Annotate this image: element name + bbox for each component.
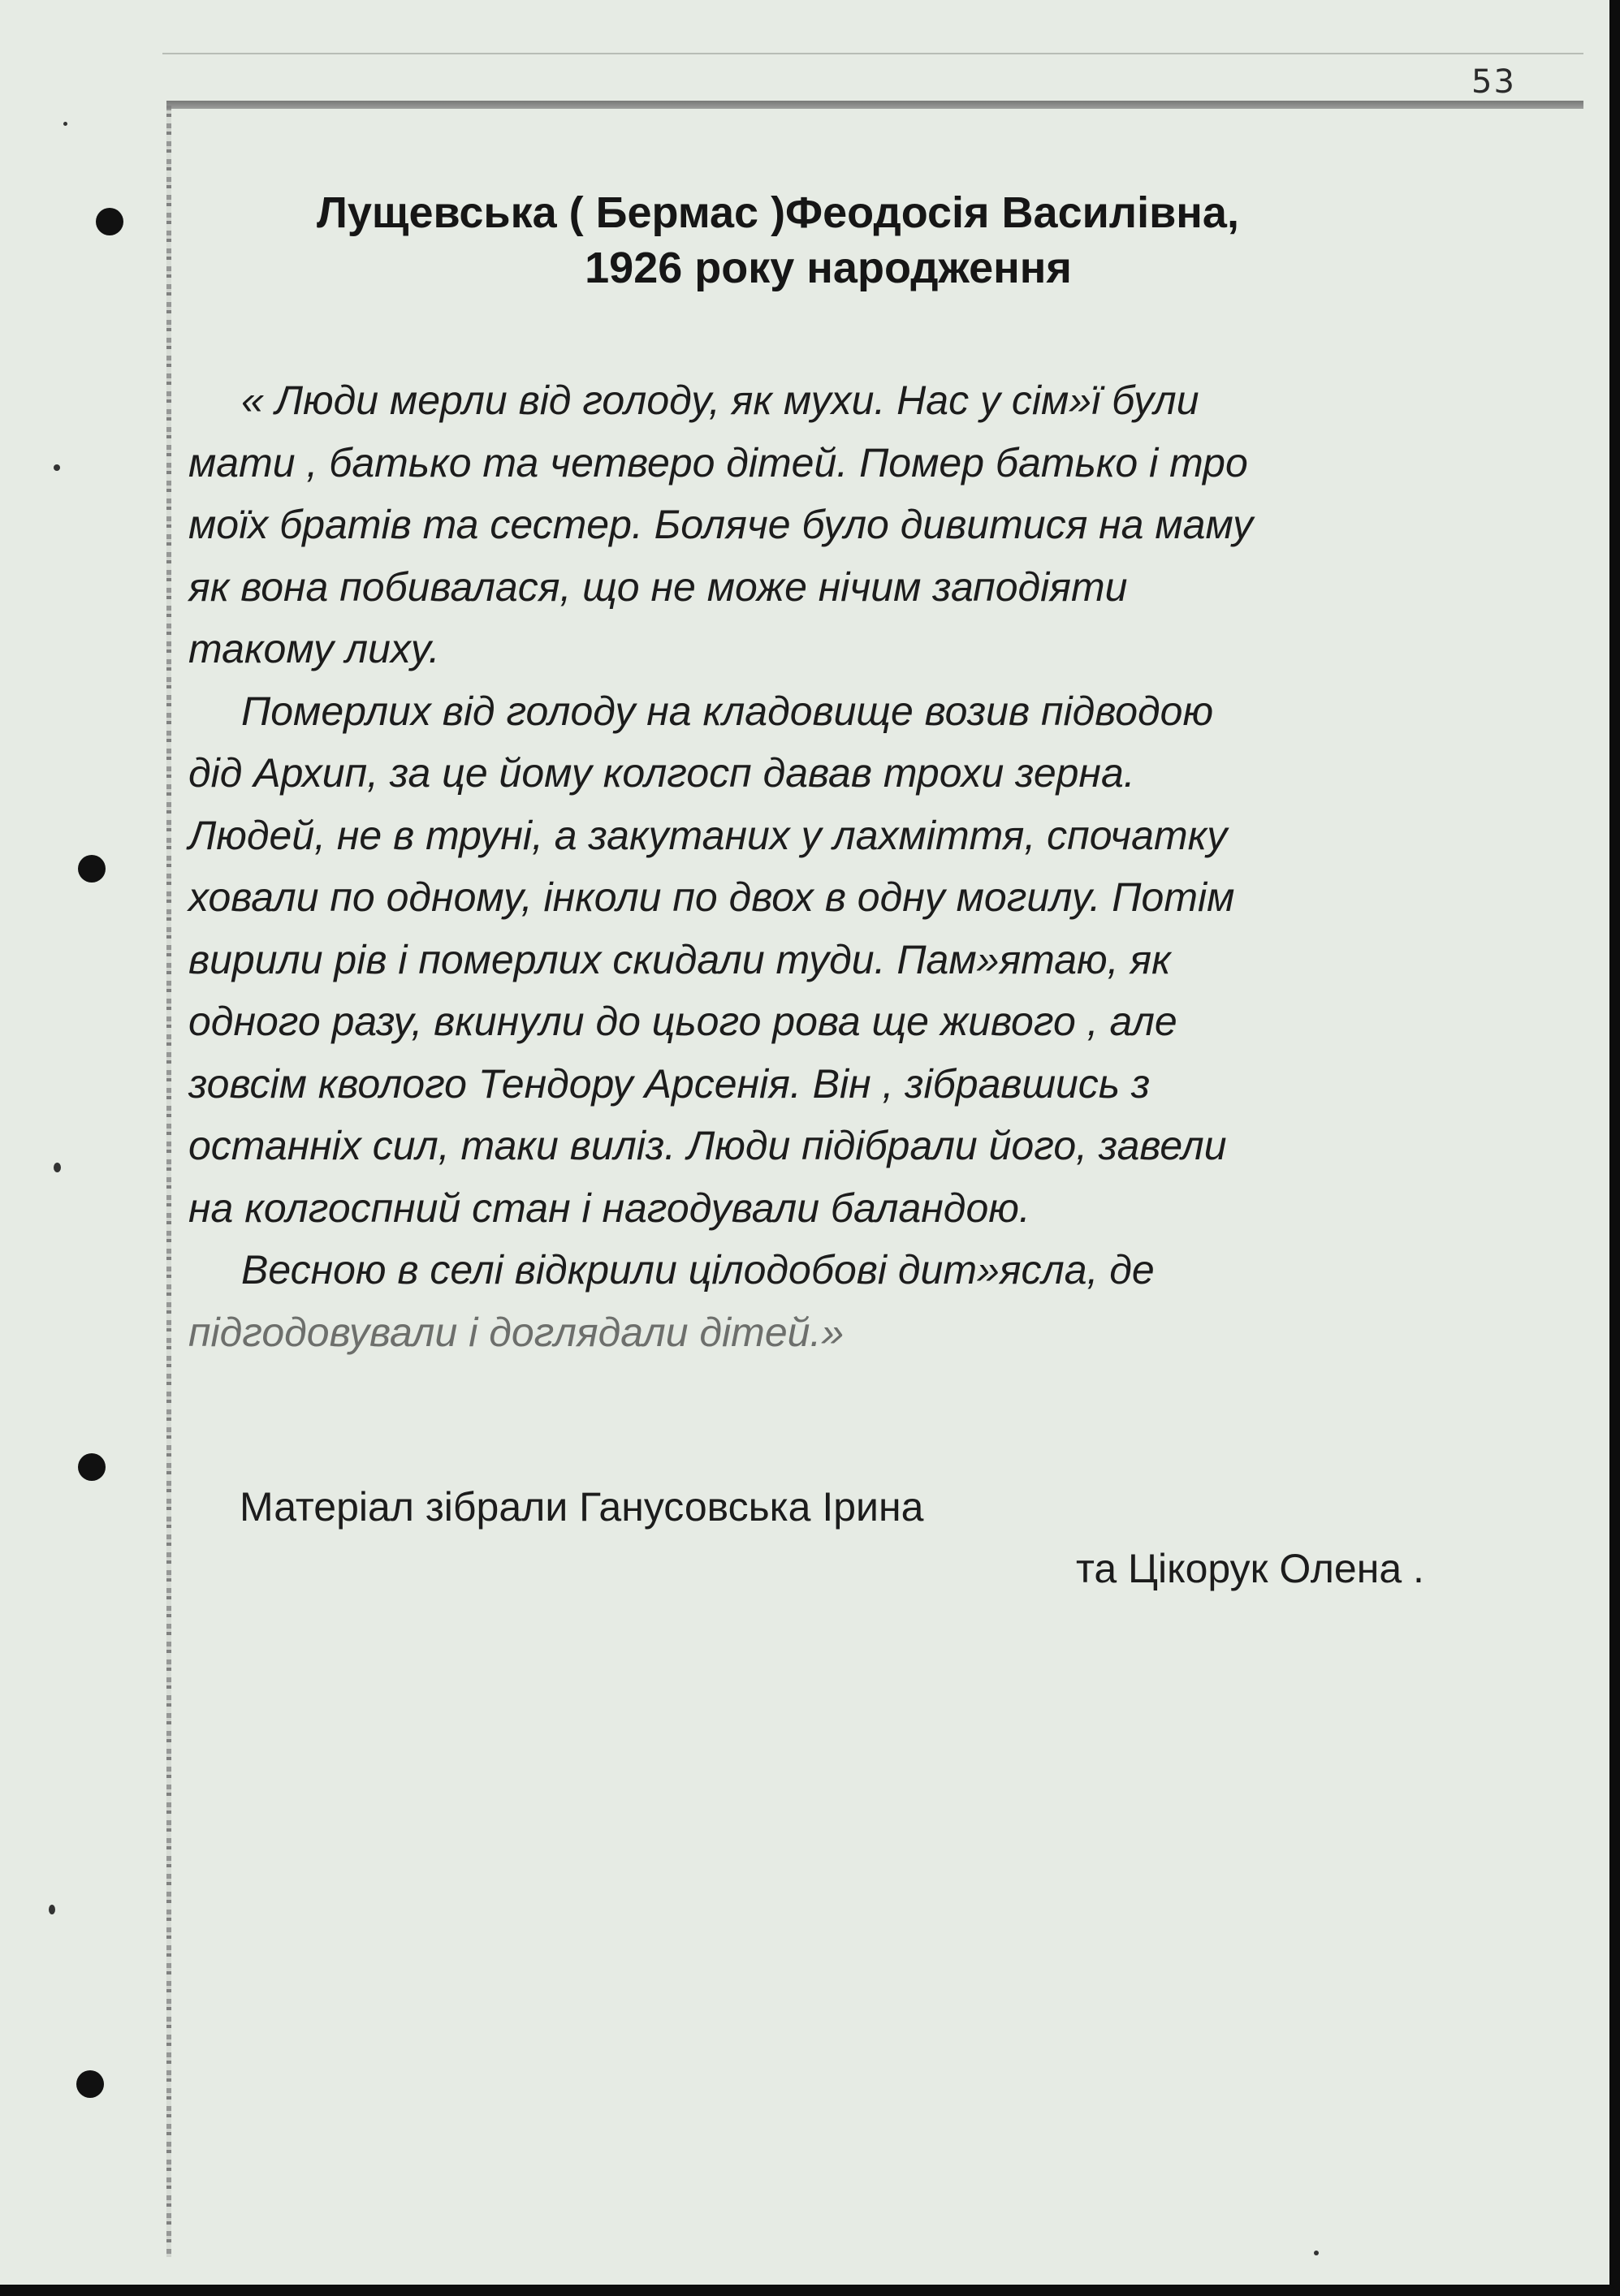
top-border-line <box>166 101 1583 109</box>
text-line: на колгоспний стан і нагодували баландою. <box>188 1185 1030 1231</box>
text-line: мати , батько та четверо дітей. Помер батько і тро <box>188 439 1248 486</box>
text-line: Людей, не в труні, а закутаних у лахміття, спочатку <box>188 812 1228 858</box>
text-line: дід Архип, за це йому колгосп давав трохи зерна. <box>188 750 1135 796</box>
text-line: Весною в селі відкрили цілодобові дит»ясла, де <box>241 1247 1155 1293</box>
scan-speck <box>63 122 67 126</box>
page-number: 53 <box>1471 63 1516 101</box>
text-line: ховали по одному, інколи по двох в одну могилу. Потім <box>188 874 1235 920</box>
scan-speck <box>49 1905 55 1914</box>
text-line: вирили рів і померлих скидали туди. Пам»ятаю, як <box>188 936 1171 982</box>
left-border-line <box>166 106 171 2257</box>
text-line: зовсім кволого Тендору Арсенія. Він , зібравшись з <box>188 1060 1151 1107</box>
binder-hole-icon <box>96 208 123 235</box>
testimony-text <box>188 369 1585 1363</box>
document-title <box>309 185 1486 296</box>
scan-speck <box>1314 2251 1319 2255</box>
text-line: як вона побивалася, що не може нічим заподіяти <box>188 563 1128 610</box>
text-line: Померлих від голоду на кладовище возив підводою <box>241 688 1214 734</box>
text-line: одного разу, вкинули до цього рова ще живого , але <box>188 999 1177 1044</box>
binder-hole-icon <box>78 1453 106 1481</box>
text-line: такому лиху. <box>188 626 440 671</box>
binder-hole-icon <box>78 855 106 883</box>
collectors-signature <box>240 1476 1539 1599</box>
title-name-line: Лущевська ( Бермас )Феодосія Василівна, <box>317 188 1239 237</box>
text-line: останніх сил, таки виліз. Люди підібрали його, завели <box>188 1123 1227 1168</box>
text-line: « Люди мерли від голоду, як мухи. Нас у сім»ї були <box>241 378 1199 423</box>
scan-speck <box>54 1163 61 1172</box>
top-faint-rule <box>162 53 1583 54</box>
signature-line: та Цікорук Олена . <box>1076 1546 1424 1591</box>
binder-hole-icon <box>76 2070 104 2098</box>
signature-line: Матеріал зібрали Ганусовська Ірина <box>240 1484 924 1530</box>
title-birth-line: 1926 року народження <box>585 244 1072 292</box>
text-line: підгодовували і доглядали дітей.» <box>188 1309 845 1355</box>
text-line: моїх братів та сестер. Боляче було дивитися на маму <box>188 502 1254 547</box>
scan-speck <box>54 464 60 471</box>
